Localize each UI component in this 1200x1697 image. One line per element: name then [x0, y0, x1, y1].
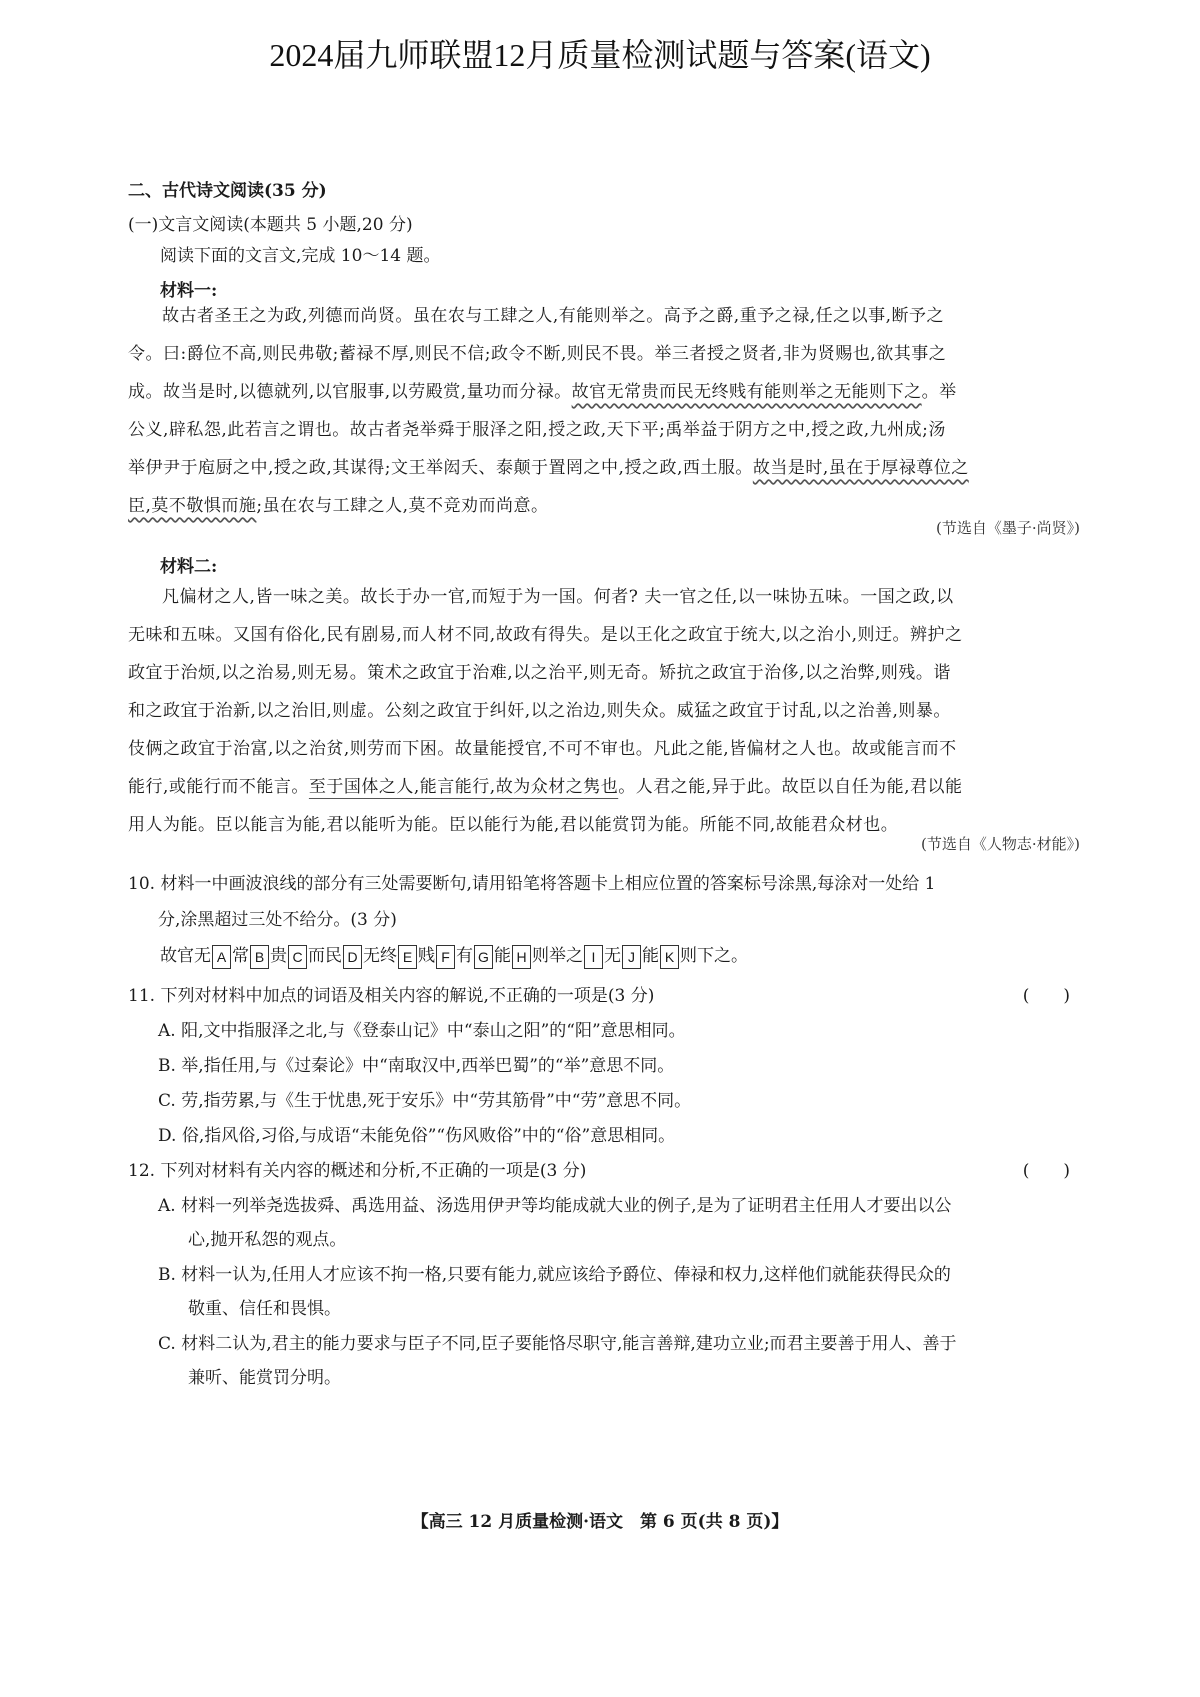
question-12-option-b[interactable]: B. 材料一认为,任用人才应该不拘一格,只要有能力,就应该给予爵位、俸禄和权力,这样他们就能获得民众的 — [158, 1265, 951, 1285]
material-2-line-3: 政宜于治烦,以之治易,则无易。策术之政宜于治难,以之治平,则无奇。矫抗之政宜于治侈,以之治弊,则残。谐 — [128, 663, 951, 683]
question-11-option-b[interactable]: B. 举,指任用,与《过秦论》中“南取汉中,西举巴蜀”的“举”意思不同。 — [158, 1056, 675, 1076]
question-12-option-c-cont: 兼听、能赏罚分明。 — [188, 1368, 341, 1388]
question-11-option-d[interactable]: D. 俗,指风俗,习俗,与成语“未能免俗”“伤风败俗”中的“俗”意思相同。 — [158, 1126, 676, 1146]
question-10-stem-2: 分,涂黑超过三处不给分。(3 分) — [158, 910, 397, 930]
material-2-line-5: 伎俩之政宜于治富,以之治贫,则劳而下困。故量能授官,不可不审也。凡此之能,皆偏材之人也。故或能言而不 — [128, 739, 957, 759]
question-12-option-c[interactable]: C. 材料二认为,君主的能力要求与臣子不同,臣子要能恪尽职守,能言善辩,建功立业;而君主要善于用人、善于 — [158, 1334, 957, 1354]
material-2-line-7: 用人为能。臣以能言为能,君以能听为能。臣以能行为能,君以能赏罚为能。所能不同,故能君众材也。 — [128, 815, 899, 835]
question-11-option-c[interactable]: C. 劳,指劳累,与《生于忧患,死于安乐》中“劳其筋骨”中“劳”意思不同。 — [158, 1091, 692, 1111]
material-2-line-2: 无味和五味。又国有俗化,民有剧易,而人材不同,故政有得失。是以王化之政宜于统大,以之治小,则迂。辨护之 — [128, 625, 963, 645]
question-11 — [128, 978, 1080, 1014]
material-1-line-5: 举伊尹于庖厨之中,授之政,其谋得;文王举闳夭、泰颠于置罔之中,授之政,西土服。故当是时,虽在于厚禄尊位之 — [128, 458, 969, 478]
underlined-sentence: 至于国体之人,能言能行,故为众材之隽也 — [308, 777, 619, 797]
question-10-answer-line: 故官无 A 常 B 贵 C 而民 D 无终 E 贱 F 有 G 能 H 则举之 I 无 J 能 K 则下之。 — [160, 941, 748, 971]
answer-box-b[interactable]: B — [250, 945, 269, 969]
answer-box-i[interactable]: I — [584, 945, 603, 969]
material-2-label: 材料二: — [160, 557, 218, 577]
material-1-source: (节选自《墨子·尚贤》) — [936, 519, 1080, 537]
material-1-line-6: 臣,莫不敬惧而施;虽在农与工肆之人,莫不竞劝而尚意。 — [128, 496, 549, 516]
page-footer: 【高三 12 月质量检测·语文 第 6 页(共 8 页)】 — [411, 1512, 789, 1532]
answer-box-a[interactable]: A — [212, 945, 231, 969]
section-heading: 二、古代诗文阅读(35 分) — [128, 181, 327, 201]
question-12-option-a-cont: 心,抛开私怨的观点。 — [188, 1230, 347, 1250]
material-2-source: (节选自《人物志·材能》) — [921, 835, 1080, 853]
material-1-line-3: 成。故当是时,以德就列,以官服事,以劳殿赏,量功而分禄。故官无常贵而民无终贱有能则举之无能则下之。举 — [128, 382, 957, 402]
material-2-text — [128, 578, 1080, 844]
document-title: 2024届九师联盟12月质量检测试题与答案(语文) — [269, 37, 931, 73]
material-1-line-1: 故古者圣王之为政,列德而尚贤。虽在农与工肆之人,有能则举之。高予之爵,重予之禄,任之以事,断予之 — [162, 306, 945, 326]
question-10-stem-1: 10. 材料一中画波浪线的部分有三处需要断句,请用铅笔将答题卡上相应位置的答案标号涂黑,每涂对一处给 1 — [128, 874, 936, 894]
question-12-option-b-cont: 敬重、信任和畏惧。 — [188, 1299, 341, 1319]
answer-box-h[interactable]: H — [512, 945, 531, 969]
answer-box-e[interactable]: E — [398, 945, 417, 969]
material-2-line-1: 凡偏材之人,皆一味之美。故长于办一官,而短于为一国。何者? 夫一官之任,以一味协五味。一国之政,以 — [162, 587, 954, 607]
instruction: 阅读下面的文言文,完成 10～14 题。 — [160, 246, 441, 266]
material-1-text — [128, 297, 1080, 525]
question-12 — [128, 1153, 1080, 1189]
wavy-underlined-clause-2: 臣,莫不敬惧而施 — [128, 496, 257, 516]
question-12-option-a[interactable]: A. 材料一列举尧选拔舜、禹选用益、汤选用伊尹等均能成就大业的例子,是为了证明君主任用人才要出以公 — [158, 1196, 952, 1216]
wavy-underlined-clause-1: 故当是时,虽在于厚禄尊位之 — [752, 458, 969, 478]
question-11-option-a[interactable]: A. 阳,文中指服泽之北,与《登泰山记》中“泰山之阳”的“阳”意思相同。 — [158, 1021, 686, 1041]
question-10 — [128, 866, 1080, 938]
answer-box-k[interactable]: K — [660, 945, 679, 969]
material-1-line-2: 令。曰:爵位不高,则民弗敬;蓄禄不厚,则民不信;政令不断,则民不畏。举三者授之贤者,非为贤赐也,欲其事之 — [128, 344, 947, 364]
question-12-stem: 12. 下列对材料有关内容的概述和分析,不正确的一项是(3 分) — [128, 1161, 587, 1181]
answer-box-j[interactable]: J — [622, 945, 641, 969]
answer-box-f[interactable]: F — [436, 945, 455, 969]
question-12-answer-blank[interactable]: ( ) — [1022, 1161, 1070, 1181]
material-1-line-4: 公义,辟私怨,此若言之谓也。故古者尧举舜于服泽之阳,授之政,天下平;禹举益于阴方之中,授之政,九州成;汤 — [128, 420, 946, 440]
section-subheading: (一)文言文阅读(本题共 5 小题,20 分) — [128, 215, 413, 235]
answer-box-d[interactable]: D — [343, 945, 362, 969]
answer-box-c[interactable]: C — [288, 945, 307, 969]
question-11-answer-blank[interactable]: ( ) — [1022, 986, 1070, 1006]
answer-box-g[interactable]: G — [474, 945, 493, 969]
wavy-underlined-passage: 故官无常贵而民无终贱有能则举之无能则下之 — [571, 382, 922, 402]
material-2-line-6: 能行,或能行而不能言。至于国体之人,能言能行,故为众材之隽也。人君之能,异于此。故臣以自任为能,君以能 — [128, 777, 963, 797]
material-2-line-4: 和之政宜于治新,以之治旧,则虚。公刻之政宜于纠奸,以之治边,则失众。威猛之政宜于讨乱,以之治善,则暴。 — [128, 701, 951, 721]
question-11-stem: 11. 下列对材料中加点的词语及相关内容的解说,不正确的一项是(3 分) — [128, 986, 655, 1006]
material-1-label: 材料一: — [160, 281, 218, 301]
